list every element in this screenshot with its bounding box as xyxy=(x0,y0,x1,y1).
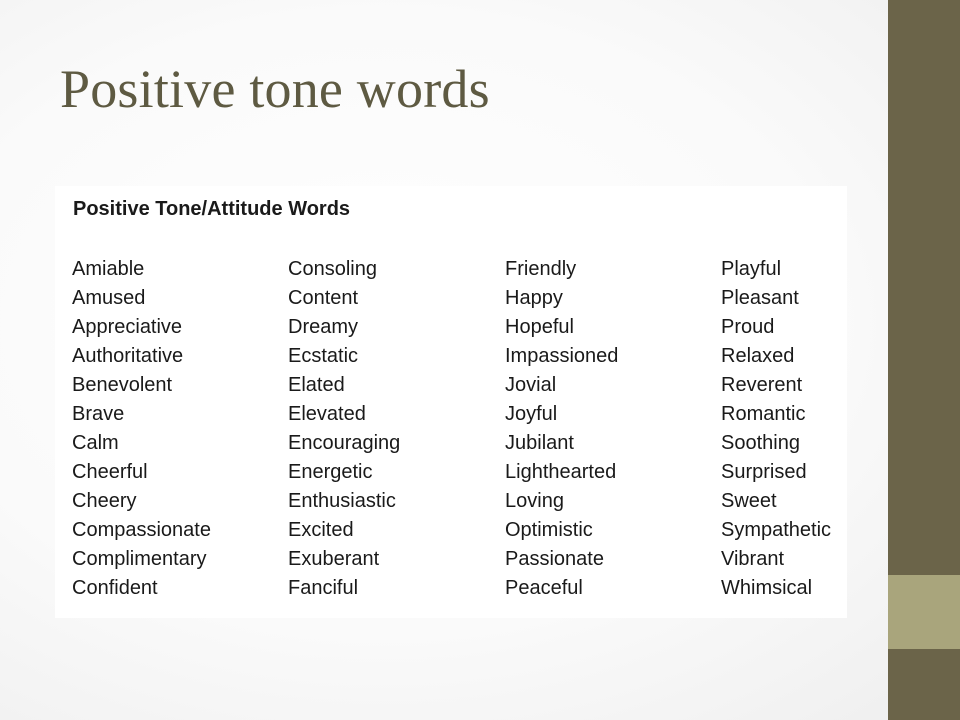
tone-word: Brave xyxy=(72,403,125,425)
side-accent-bar-top xyxy=(888,0,960,575)
tone-word: Cheery xyxy=(72,490,137,512)
tone-word: Amiable xyxy=(72,258,145,280)
tone-word: Compassionate xyxy=(72,519,211,541)
tone-word: Relaxed xyxy=(721,345,795,367)
tone-word: Content xyxy=(288,287,359,309)
tone-word: Joyful xyxy=(505,403,558,425)
word-list-image-panel xyxy=(55,186,847,618)
tone-word: Elevated xyxy=(288,403,366,425)
side-accent-bar-bottom xyxy=(888,649,960,720)
tone-word: Soothing xyxy=(721,432,800,454)
tone-word: Whimsical xyxy=(721,577,813,599)
tone-word: Exuberant xyxy=(288,548,380,570)
tone-word: Playful xyxy=(721,258,782,280)
tone-word: Sympathetic xyxy=(721,519,832,541)
tone-word: Proud xyxy=(721,316,775,338)
tone-word: Excited xyxy=(288,519,354,541)
tone-word: Sweet xyxy=(721,490,777,512)
tone-word: Ecstatic xyxy=(288,345,359,367)
tone-word: Loving xyxy=(505,490,564,512)
tone-word: Amused xyxy=(72,287,146,309)
tone-word: Jubilant xyxy=(505,432,574,454)
tone-word: Optimistic xyxy=(505,519,593,541)
tone-word: Fanciful xyxy=(288,577,359,599)
slide-title: Positive tone words xyxy=(60,59,490,119)
tone-word: Vibrant xyxy=(721,548,785,570)
tone-word: Calm xyxy=(72,432,119,454)
tone-word: Passionate xyxy=(505,548,604,570)
tone-word: Surprised xyxy=(721,461,807,483)
word-column-3 xyxy=(505,255,618,603)
tone-word: Lighthearted xyxy=(505,461,617,483)
word-column-4 xyxy=(721,255,831,603)
tone-word: Romantic xyxy=(721,403,806,425)
tone-word: Reverent xyxy=(721,374,803,396)
tone-word: Pleasant xyxy=(721,287,799,309)
word-column-2 xyxy=(288,255,400,603)
tone-word: Dreamy xyxy=(288,316,359,338)
tone-word: Encouraging xyxy=(288,432,401,454)
tone-word: Friendly xyxy=(505,258,577,280)
tone-word: Elated xyxy=(288,374,345,396)
tone-word: Consoling xyxy=(288,258,377,280)
word-column-1 xyxy=(72,255,211,603)
tone-word: Cheerful xyxy=(72,461,148,483)
tone-word: Confident xyxy=(72,577,158,599)
tone-word: Enthusiastic xyxy=(288,490,396,512)
tone-word: Happy xyxy=(505,287,563,309)
word-list-heading: Positive Tone/Attitude Words xyxy=(73,198,351,220)
tone-word: Appreciative xyxy=(72,316,183,338)
tone-word: Impassioned xyxy=(505,345,619,367)
side-accent-bar-middle xyxy=(888,575,960,649)
tone-word: Jovial xyxy=(505,374,557,396)
tone-word: Energetic xyxy=(288,461,373,483)
tone-word: Authoritative xyxy=(72,345,184,367)
tone-word: Peaceful xyxy=(505,577,583,599)
tone-word: Hopeful xyxy=(505,316,574,338)
tone-word: Benevolent xyxy=(72,374,173,396)
tone-word: Complimentary xyxy=(72,548,207,570)
